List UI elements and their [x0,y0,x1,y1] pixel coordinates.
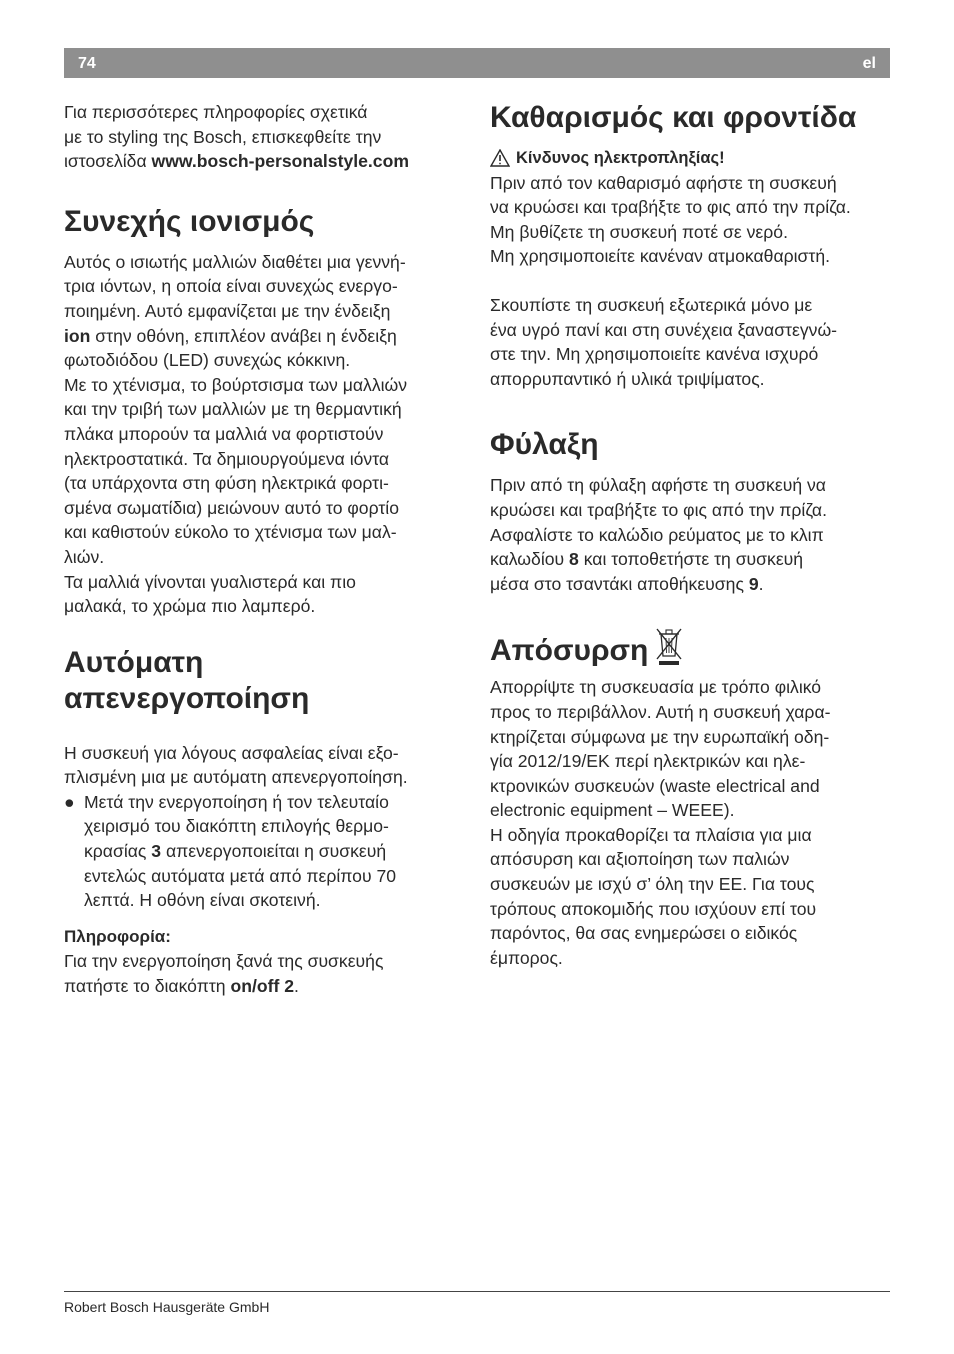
footer-divider [64,1291,890,1292]
list-item [64,790,468,913]
warning-line [490,146,894,171]
section-heading-auto-off: Αυτόματη απενεργοποίηση [64,645,310,715]
website-link[interactable]: www.bosch-personalstyle.com [151,151,409,172]
section-heading-ionisation: Συνεχής ιονισμός [64,204,315,238]
section-heading-disposal: Απόσυρση [490,626,894,669]
bullet-icon: ● [64,791,75,812]
section-heading-cleaning: Καθαρισμός και φροντίδα [490,101,857,134]
page-number: 74 [78,55,96,72]
cleaning-paragraph-2: Σκουπίστε τη συσκευή εξωτερικά μόνο με ένα υγρό πανί και στη συνέχεια ξαναστεγνώ- στε την. Μη χρησιμοποιείτε κανένα ισχυρό απορρυπαντικό ή υλικά τριψίματος. [490,294,838,389]
bullet-text: Μετά την ενεργοποίηση ή τον τελευταίο χειρισμό του διακόπτη επιλογής θερμο- κρασίας 3 απενεργοποιείται η συσκευή εντελώς αυτόματα μετά από περίπου 70 λεπτά. Η οθόνη είναι σκοτεινή. [84,791,397,911]
info-heading: Πληροφορία: [64,926,171,946]
disposal-paragraph: Απορρίψτε τη συσκευασία με τρόπο φιλικό προς το περιβάλλον. Αυτή η συσκευή χαρα- κτηρίζεται σύμφωνα με την ευρωπαϊκή οδη- γία 2012/19/ΕΚ περί ηλεκτρικών και ηλε- κτρονικών συσκευών (waste electrical and electronic equipment – WEEE). Η οδηγία προκαθορίζει τα πλαίσια για μια απόσυρση και αξιοποίηση των παλιών συσκευών με ισχύ σ’ όλη την ΕΕ. Για τους τρόπους αποκομιδής που ισχύουν επί του παρόντος, θα σας ενημερώσει ο ειδικός έμπορος. [490,677,831,968]
crossed-out-bin-icon [654,626,684,666]
page-header-bar [64,48,890,78]
intro-paragraph: Για περισσότερες πληροφορίες σχετικά με το styling της Bosch, επισκεφθείτε την ιστοσελίδα www.bosch-personalstyle.com [64,102,409,172]
warning-text: Κίνδυνος ηλεκτροπληξίας! [516,149,725,167]
left-column [64,100,468,999]
right-column [490,100,894,970]
ionisation-paragraph: Αυτός ο ισιωτής μαλλιών διαθέτει μια γεννή- τρια ιόντων, η οποία είναι συνεχώς ενεργο- ποιημένη. Αυτό εμφανίζεται με την ένδειξη ion στην οθόνη, επιπλέον ανάβει η ένδειξη φωτοδιόδου (LED) συνεχώς κόκκινη. Με το χτένισμα, το βούρτσισμα των μαλλιών και την τριβή των μαλλιών με τη θερμαντική πλάκα μπορούν τα μαλλιά να φορτιστούν ηλεκτροστατικά. Τα δημιουργούμενα ιόντα (τα υπάρχοντα στη φύση ηλεκτρικά φορτι- σμένα σωματίδια) μειώνουν αυτό το φορτίο και καθιστούν εύκολο το χτένισμα των μαλ- λιών. Τα μαλλιά γίνονται γυαλιστερά και πιο μαλακά, το χρώμα πιο λαμπερό. [64,251,408,617]
language-code: el [862,55,876,72]
storage-paragraph: Πριν από τη φύλαξη αφήστε τη συσκευή να κρυώσει και τραβήξτε το φις από την πρίζα. Ασφαλίστε το καλώδιο ρεύματος με το κλιπ καλωδίου 8 και τοποθετήστε τη συσκευή μέσα στο τσαντάκι αποθήκευσης 9. [490,475,827,594]
section-heading-storage: Φύλαξη [490,428,599,462]
auto-off-paragraph: Η συσκευή για λόγους ασφαλείας είναι εξο- πλισμένη μια με αυτόματη απενεργοποίηση. [64,742,408,788]
info-paragraph: Για την ενεργοποίηση ξανά της συσκευής πατήστε το διακόπτη on/off 2. [64,951,384,997]
cleaning-paragraph-1: Πριν από τον καθαρισμό αφήστε τη συσκευή να κρυώσει και τραβήξτε το φις από την πρίζα. Μη βυθίζετε τη συσκευή ποτέ σε νερό. Μη χρησιμοποιείτε κανέναν ατμοκαθαριστή. [490,172,851,267]
warning-triangle-icon [490,149,510,167]
footer-company: Robert Bosch Hausgeräte GmbH [64,1299,270,1315]
